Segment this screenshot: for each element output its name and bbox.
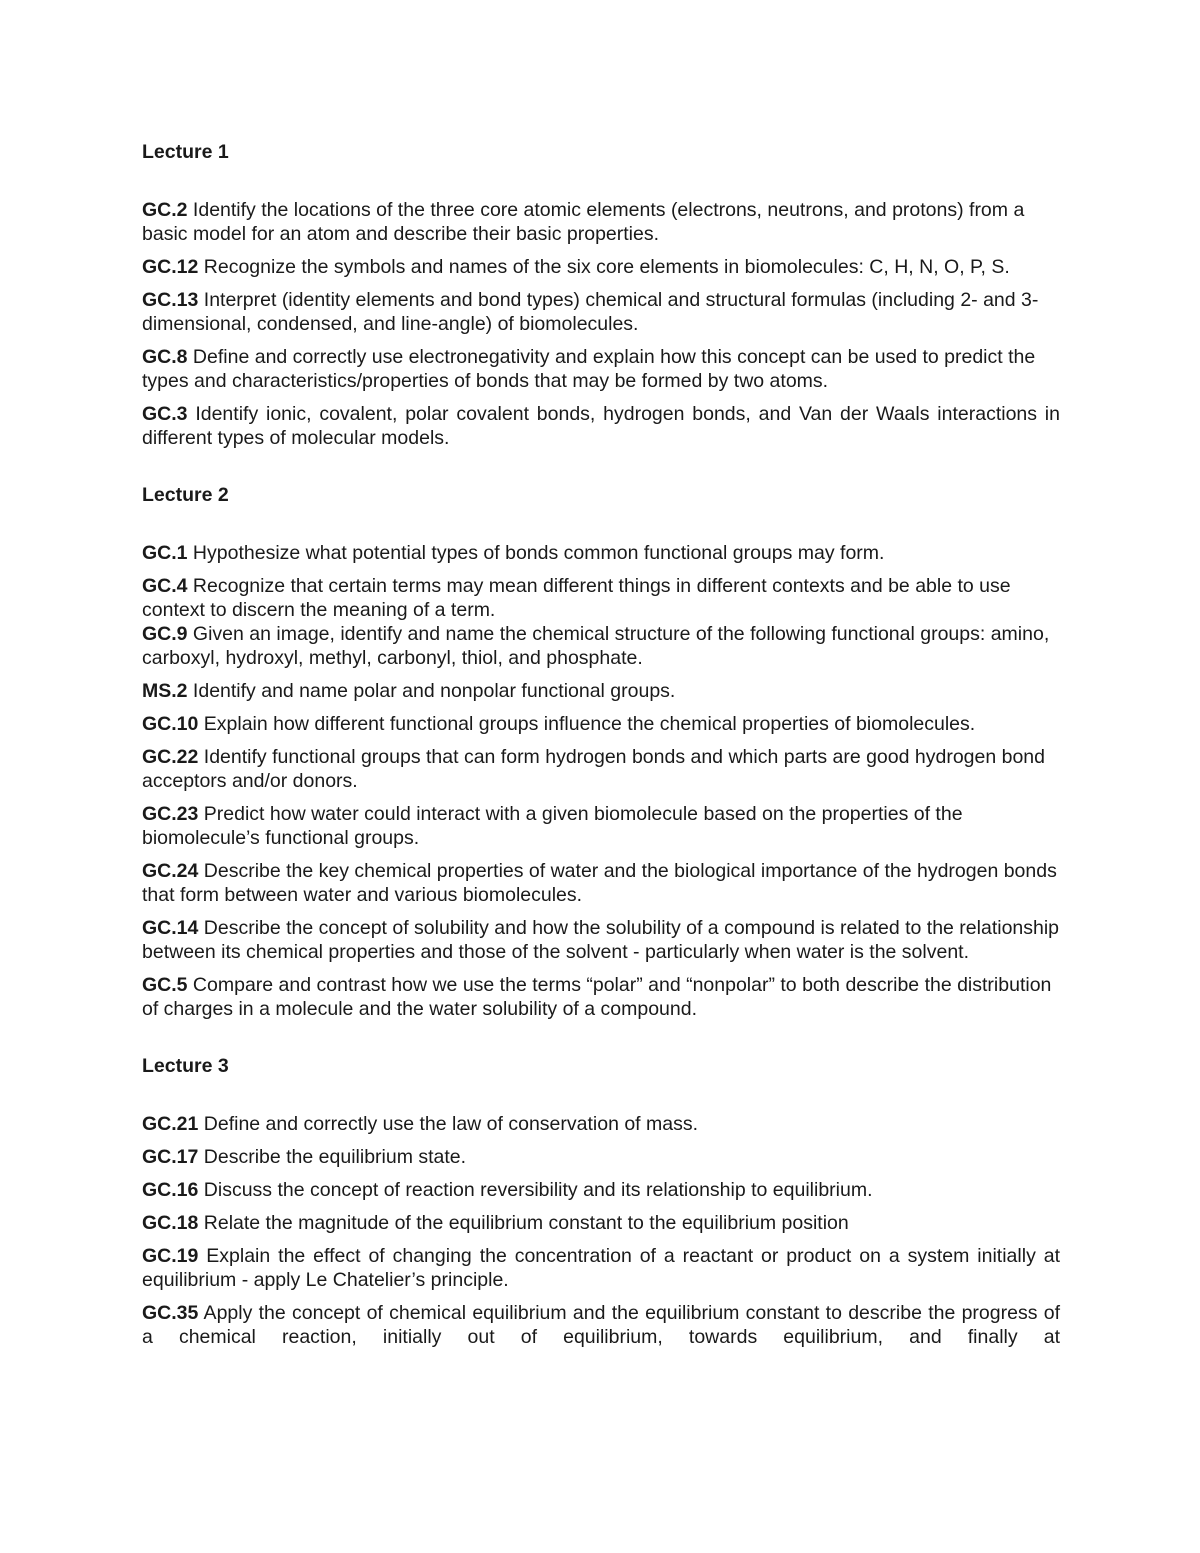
- objective-text: Hypothesize what potential types of bonds common functional groups may form.: [187, 542, 885, 564]
- lecture-heading: Lecture 1: [142, 141, 229, 163]
- objective-code: GC.1: [142, 542, 188, 564]
- objective-code: GC.23: [142, 803, 199, 825]
- objective-code: GC.10: [142, 713, 199, 735]
- learning-objective: [142, 859, 1060, 907]
- lecture-heading: Lecture 3: [142, 1055, 229, 1077]
- learning-objective: [142, 1244, 1060, 1292]
- objective-text: Define and correctly use electronegativity and explain how this concept can be used to predict the types and characteristics/properties of bonds that may be formed by two atoms.: [142, 346, 1036, 392]
- objective-code: GC.19: [142, 1245, 199, 1267]
- learning-objective: [142, 288, 1060, 336]
- objective-code: GC.21: [142, 1113, 199, 1135]
- objective-code: GC.35: [142, 1302, 199, 1324]
- objective-text: Identify and name polar and nonpolar functional groups.: [187, 680, 676, 702]
- learning-objective: [142, 1211, 1060, 1235]
- learning-objective: [142, 679, 1060, 703]
- learning-objective: [142, 255, 1060, 279]
- objective-text: Compare and contrast how we use the terms “polar” and “nonpolar” to both describe the distribution of charges in a molecule and the water solubility of a compound.: [142, 974, 1052, 1020]
- objective-code: GC.17: [142, 1146, 199, 1168]
- learning-objective: [142, 198, 1060, 246]
- objective-text: Predict how water could interact with a given biomolecule based on the properties of the biomolecule’s functional groups.: [142, 803, 963, 849]
- lecture-3-section: [142, 1054, 1060, 1349]
- learning-objective: [142, 1301, 1060, 1349]
- lecture-1-section: [142, 140, 1060, 450]
- learning-objective: [142, 916, 1060, 964]
- objective-code: GC.24: [142, 860, 199, 882]
- learning-objective: [142, 622, 1060, 670]
- learning-objective: [142, 574, 1060, 622]
- objective-code: GC.4: [142, 575, 188, 597]
- learning-objective: [142, 1112, 1060, 1136]
- learning-objective: [142, 402, 1060, 450]
- objective-code: GC.5: [142, 974, 188, 996]
- objective-code: GC.3: [142, 403, 188, 425]
- learning-objective: [142, 345, 1060, 393]
- objective-code: GC.8: [142, 346, 188, 368]
- objective-code: MS.2: [142, 680, 188, 702]
- objective-text: Explain how different functional groups influence the chemical properties of biomolecules.: [198, 713, 976, 735]
- objective-text: Identify functional groups that can form hydrogen bonds and which parts are good hydrogen bond acceptors and/or donors.: [142, 746, 1046, 792]
- learning-objective: [142, 802, 1060, 850]
- objective-code: GC.12: [142, 256, 199, 278]
- learning-objective: [142, 1178, 1060, 1202]
- objective-code: GC.13: [142, 289, 199, 311]
- objective-text: Identify the locations of the three core atomic elements (electrons, neutrons, and protons) from a basic model for an atom and describe their basic properties.: [142, 199, 1025, 245]
- objective-code: GC.18: [142, 1212, 199, 1234]
- learning-objective: [142, 541, 1060, 565]
- learning-objective: [142, 973, 1060, 1021]
- objective-text: Recognize the symbols and names of the six core elements in biomolecules: C, H, N, O, P, S.: [198, 256, 1010, 278]
- objective-text: Identify ionic, covalent, polar covalent bonds, hydrogen bonds, and Van der Waals interactions in different types of molecular models.: [142, 403, 1060, 449]
- lecture-2-section: [142, 483, 1060, 1021]
- objective-code: GC.14: [142, 917, 199, 939]
- lecture-heading: Lecture 2: [142, 484, 229, 506]
- objective-text: Given an image, identify and name the chemical structure of the following functional groups: amino, carboxyl, hydroxyl, methyl, carbonyl, thiol, and phosphate.: [142, 623, 1050, 669]
- objective-text: Describe the concept of solubility and how the solubility of a compound is related to the relationship between its chemical properties and those of the solvent - particularly when water is the solvent.: [142, 917, 1060, 963]
- document-page: [142, 140, 1060, 1382]
- objective-text: Apply the concept of chemical equilibrium and the equilibrium constant to describe the progress of a chemical reaction, initially out of equilibrium, towards equilibrium, and finally at: [142, 1302, 1060, 1348]
- objective-text: Define and correctly use the law of conservation of mass.: [198, 1113, 699, 1135]
- objective-text: Interpret (identity elements and bond types) chemical and structural formulas (including 2- and 3-dimensional, condensed, and line-angle) of biomolecules.: [142, 289, 1039, 335]
- objective-text: Recognize that certain terms may mean different things in different contexts and be able to use context to discern the meaning of a term.: [142, 575, 1011, 621]
- objective-text: Explain the effect of changing the concentration of a reactant or product on a system initially at equilibrium - apply Le Chatelier’s principle.: [142, 1245, 1060, 1291]
- objective-text: Relate the magnitude of the equilibrium constant to the equilibrium position: [198, 1212, 849, 1234]
- learning-objective: [142, 1145, 1060, 1169]
- objective-code: GC.22: [142, 746, 199, 768]
- learning-objective: [142, 745, 1060, 793]
- objective-text: Describe the equilibrium state.: [198, 1146, 467, 1168]
- objective-text: Describe the key chemical properties of water and the biological importance of the hydrogen bonds that form between water and various biomolecules.: [142, 860, 1057, 906]
- objective-text: Discuss the concept of reaction reversibility and its relationship to equilibrium.: [198, 1179, 873, 1201]
- objective-code: GC.9: [142, 623, 188, 645]
- objective-code: GC.16: [142, 1179, 199, 1201]
- learning-objective: [142, 712, 1060, 736]
- objective-code: GC.2: [142, 199, 188, 221]
